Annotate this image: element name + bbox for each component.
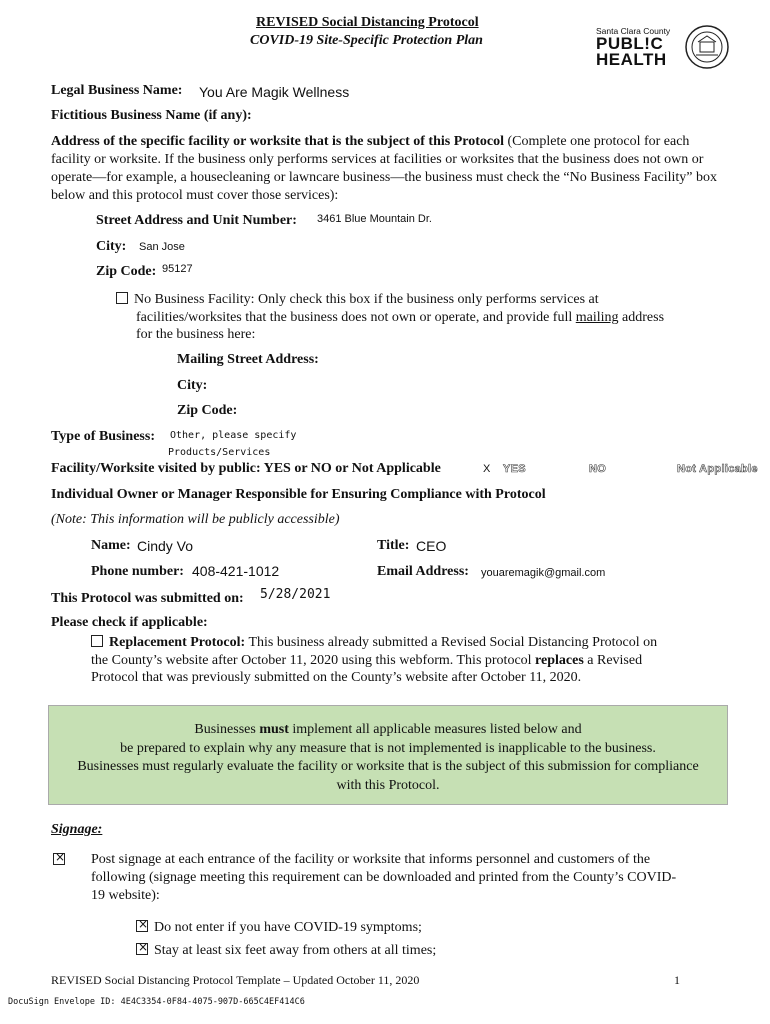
visited-by-public-label: Facility/Worksite visited by public: YES or NO or Not Applicable (51, 461, 441, 476)
business-type-value-1[interactable]: Other, please specify (170, 430, 297, 441)
signage-checkbox[interactable] (53, 853, 65, 865)
option-yes[interactable]: YES (503, 463, 526, 475)
owner-note: (Note: This information will be publicly accessible) (51, 512, 340, 527)
owner-phone-value[interactable]: 408-421-1012 (192, 563, 280, 579)
county-seal-icon (684, 24, 730, 75)
logo-public-text: PUBL!C (596, 34, 664, 53)
no-facility-text-1: No Business Facility: Only check this box if the business only performs services at (134, 292, 599, 307)
replacement-bold: Replacement Protocol: (109, 635, 246, 650)
no-facility-line-2 (136, 309, 664, 327)
no-facility-text-3: address (618, 310, 665, 325)
notice-line-1c: implement all applicable measures listed below and (288, 722, 582, 737)
street-label: Street Address and Unit Number: (96, 213, 297, 228)
mailing-zip-label: Zip Code: (177, 403, 238, 418)
address-note: (Complete one protocol for each facility or worksite. If the business only performs services at facilities or worksites that the business does not own or operate—for example, a housecleaning or lawncare business—the business must check the “No Business Facility” box below and this protocol must cover those services): (51, 134, 717, 203)
mailing-street-label: Mailing Street Address: (177, 352, 319, 367)
county-logo (596, 26, 676, 68)
fictitious-name-label: Fictitious Business Name (if any): (51, 108, 252, 123)
signage-item-1c: 19 website): (91, 888, 160, 903)
replacement-text-2c: a Revised (583, 653, 643, 668)
logo-health-text: HEALTH (596, 50, 667, 69)
footer-page-number: 1 (674, 973, 680, 987)
signage-sub-1-checkbox[interactable] (136, 920, 148, 932)
docusign-envelope-id: DocuSign Envelope ID: 4E4C3354-0F84-4075-907D-665C4EF414C6 (8, 997, 305, 1007)
replacement-line-3: Protocol that was previously submitted on the County’s website after October 11, 2020. (91, 670, 582, 685)
address-label: Address of the specific facility or worksite that is the subject of this Protocol (51, 134, 504, 149)
signage-sub-2 (136, 943, 436, 959)
check-if-applicable-heading: Please check if applicable: (51, 615, 208, 630)
owner-name-value[interactable]: Cindy Vo (137, 538, 194, 554)
notice-line-1b: must (259, 722, 289, 737)
signage-checkbox-main-wrap (53, 853, 71, 869)
owner-email-value[interactable]: youaremagik@gmail.com (481, 567, 606, 579)
business-type-value-2[interactable]: Products/Services (168, 447, 271, 458)
notice-line-2: be prepared to explain why any measure that is not implemented is inapplicable to the business. (120, 740, 656, 756)
signage-sub-1 (136, 920, 422, 936)
street-value[interactable]: 3461 Blue Mountain Dr. (317, 213, 432, 225)
mailing-city-label: City: (177, 378, 208, 393)
no-facility-checkbox[interactable] (116, 292, 128, 304)
logo-county-text: Santa Clara County (596, 26, 671, 36)
notice-line-1a: Businesses (194, 722, 260, 737)
replacement-text-2b: replaces (535, 653, 584, 668)
replacement-text-2a: the County’s website after October 11, 2020 using this webform. This protocol (91, 653, 536, 668)
replacement-text-1: This business already submitted a Revised Social Distancing Protocol on (245, 635, 658, 650)
compliance-notice-box (48, 705, 728, 805)
document-title: REVISED Social Distancing Protocol (256, 15, 479, 30)
visited-mark[interactable]: X (483, 463, 491, 475)
signage-item-1: Post signage at each entrance of the facility or worksite that informs personnel and customers of the (91, 852, 651, 867)
submitted-on-value[interactable]: 5/28/2021 (260, 587, 331, 602)
signage-heading: Signage: (51, 822, 103, 837)
owner-title-label: Title: (377, 538, 410, 553)
owner-heading: Individual Owner or Manager Responsible for Ensuring Compliance with Protocol (51, 487, 546, 502)
no-facility-line-3: for the business here: (136, 327, 256, 342)
owner-email-label: Email Address: (377, 564, 469, 579)
signage-sub-2-text: Stay at least six feet away from others at all times; (154, 943, 437, 958)
notice-line-3: Businesses must regularly evaluate the facility or worksite that is the subject of this submission for compliance (77, 759, 699, 774)
replacement-line-1 (91, 634, 657, 652)
replacement-checkbox[interactable] (91, 635, 103, 647)
legal-name-value[interactable]: You Are Magik Wellness (199, 84, 350, 100)
submitted-on-label: This Protocol was submitted on: (51, 591, 244, 606)
address-paragraph (51, 133, 721, 205)
option-no[interactable]: NO (589, 463, 607, 475)
owner-phone-label: Phone number: (91, 564, 184, 579)
no-facility-mailing: mailing (575, 310, 619, 325)
no-facility-text-2: facilities/worksites that the business does not own or operate, and provide full (136, 310, 576, 325)
owner-name-label: Name: (91, 538, 131, 553)
city-label: City: (96, 239, 127, 254)
signage-sub-1-text: Do not enter if you have COVID-19 symptoms; (154, 920, 422, 935)
signage-item-1b: following (signage meeting this requirement can be downloaded and printed from the County’s COVID- (91, 870, 677, 885)
legal-name-label: Legal Business Name: (51, 83, 183, 98)
city-value[interactable]: San Jose (139, 241, 185, 253)
zip-value[interactable]: 95127 (162, 263, 193, 275)
signage-sub-2-checkbox[interactable] (136, 943, 148, 955)
option-not-applicable[interactable]: Not Applicable (677, 463, 758, 475)
business-type-label: Type of Business: (51, 429, 155, 444)
no-facility-row (116, 291, 599, 309)
owner-title-value[interactable]: CEO (416, 538, 447, 554)
footer-template-text: REVISED Social Distancing Protocol Template – Updated October 11, 2020 (51, 973, 420, 987)
notice-line-4: with this Protocol. (336, 777, 440, 793)
zip-label: Zip Code: (96, 264, 157, 279)
replacement-line-2 (91, 652, 642, 670)
document-subtitle: COVID-19 Site-Specific Protection Plan (250, 33, 483, 48)
notice-line-1 (49, 721, 727, 740)
